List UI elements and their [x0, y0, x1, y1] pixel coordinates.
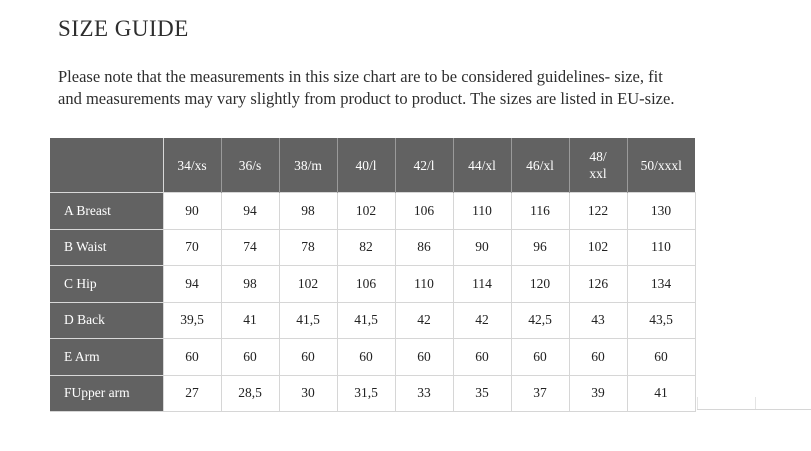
table-row [50, 339, 695, 376]
table-divider-tick [697, 397, 698, 409]
column-header: 34/xs [163, 138, 221, 193]
column-header: 44/xl [453, 138, 511, 193]
row-label: D Back [50, 302, 163, 339]
table-cell: 110 [627, 229, 695, 266]
table-cell: 98 [221, 266, 279, 303]
table-cell: 37 [511, 375, 569, 412]
table-divider [697, 409, 811, 410]
table-cell: 110 [453, 193, 511, 230]
table-cell: 96 [511, 229, 569, 266]
table-cell: 98 [279, 193, 337, 230]
table-cell: 102 [569, 229, 627, 266]
row-label: C Hip [50, 266, 163, 303]
table-cell: 60 [627, 339, 695, 376]
table-cell: 90 [163, 193, 221, 230]
table-cell: 114 [453, 266, 511, 303]
table-cell: 60 [337, 339, 395, 376]
table-cell: 120 [511, 266, 569, 303]
row-label: FUpper arm [50, 375, 163, 412]
column-header: 38/m [279, 138, 337, 193]
table-cell: 60 [511, 339, 569, 376]
table-cell: 60 [569, 339, 627, 376]
table-divider-tick [755, 397, 756, 409]
table-corner-cell [50, 138, 163, 193]
table-row [50, 229, 695, 266]
table-cell: 94 [221, 193, 279, 230]
table-cell: 60 [221, 339, 279, 376]
table-cell: 33 [395, 375, 453, 412]
table-header-row [50, 138, 695, 193]
table-cell: 42 [453, 302, 511, 339]
column-header: 42/l [395, 138, 453, 193]
size-table [50, 138, 696, 412]
column-header: 36/s [221, 138, 279, 193]
column-header: 50/xxxl [627, 138, 695, 193]
table-cell: 86 [395, 229, 453, 266]
table-cell: 41,5 [337, 302, 395, 339]
row-label: E Arm [50, 339, 163, 376]
table-cell: 74 [221, 229, 279, 266]
row-label: A Breast [50, 193, 163, 230]
table-cell: 60 [453, 339, 511, 376]
table-cell: 134 [627, 266, 695, 303]
table-cell: 90 [453, 229, 511, 266]
table-cell: 106 [395, 193, 453, 230]
table-cell: 35 [453, 375, 511, 412]
table-cell: 43,5 [627, 302, 695, 339]
table-cell: 28,5 [221, 375, 279, 412]
size-note [58, 66, 798, 110]
table-cell: 102 [279, 266, 337, 303]
table-cell: 130 [627, 193, 695, 230]
table-row [50, 266, 695, 303]
table-cell: 27 [163, 375, 221, 412]
table-row [50, 302, 695, 339]
table-row [50, 193, 695, 230]
page-title: SIZE GUIDE [58, 16, 189, 41]
table-cell: 82 [337, 229, 395, 266]
column-header-line: xxl [589, 166, 607, 181]
table-cell: 126 [569, 266, 627, 303]
table-cell: 41 [627, 375, 695, 412]
column-header-line: 48/ [589, 149, 607, 164]
table-cell: 94 [163, 266, 221, 303]
table-cell: 106 [337, 266, 395, 303]
column-header: 46/xl [511, 138, 569, 193]
table-cell: 41,5 [279, 302, 337, 339]
size-note-line-1: Please note that the measurements in this size chart are to be considered guidelines- size, fit [58, 67, 663, 86]
table-cell: 122 [569, 193, 627, 230]
table-cell: 41 [221, 302, 279, 339]
table-cell: 60 [395, 339, 453, 376]
size-note-line-2: and measurements may vary slightly from product to product. The sizes are listed in EU-size. [58, 89, 675, 108]
table-cell: 70 [163, 229, 221, 266]
table-cell: 60 [279, 339, 337, 376]
table-cell: 60 [163, 339, 221, 376]
table-cell: 39 [569, 375, 627, 412]
column-header [569, 138, 627, 193]
table-cell: 102 [337, 193, 395, 230]
column-header: 40/l [337, 138, 395, 193]
table-cell: 110 [395, 266, 453, 303]
table-row [50, 375, 695, 412]
table-cell: 78 [279, 229, 337, 266]
table-cell: 31,5 [337, 375, 395, 412]
table-cell: 43 [569, 302, 627, 339]
table-cell: 30 [279, 375, 337, 412]
row-label: B Waist [50, 229, 163, 266]
table-cell: 42,5 [511, 302, 569, 339]
table-cell: 116 [511, 193, 569, 230]
table-cell: 39,5 [163, 302, 221, 339]
table-cell: 42 [395, 302, 453, 339]
